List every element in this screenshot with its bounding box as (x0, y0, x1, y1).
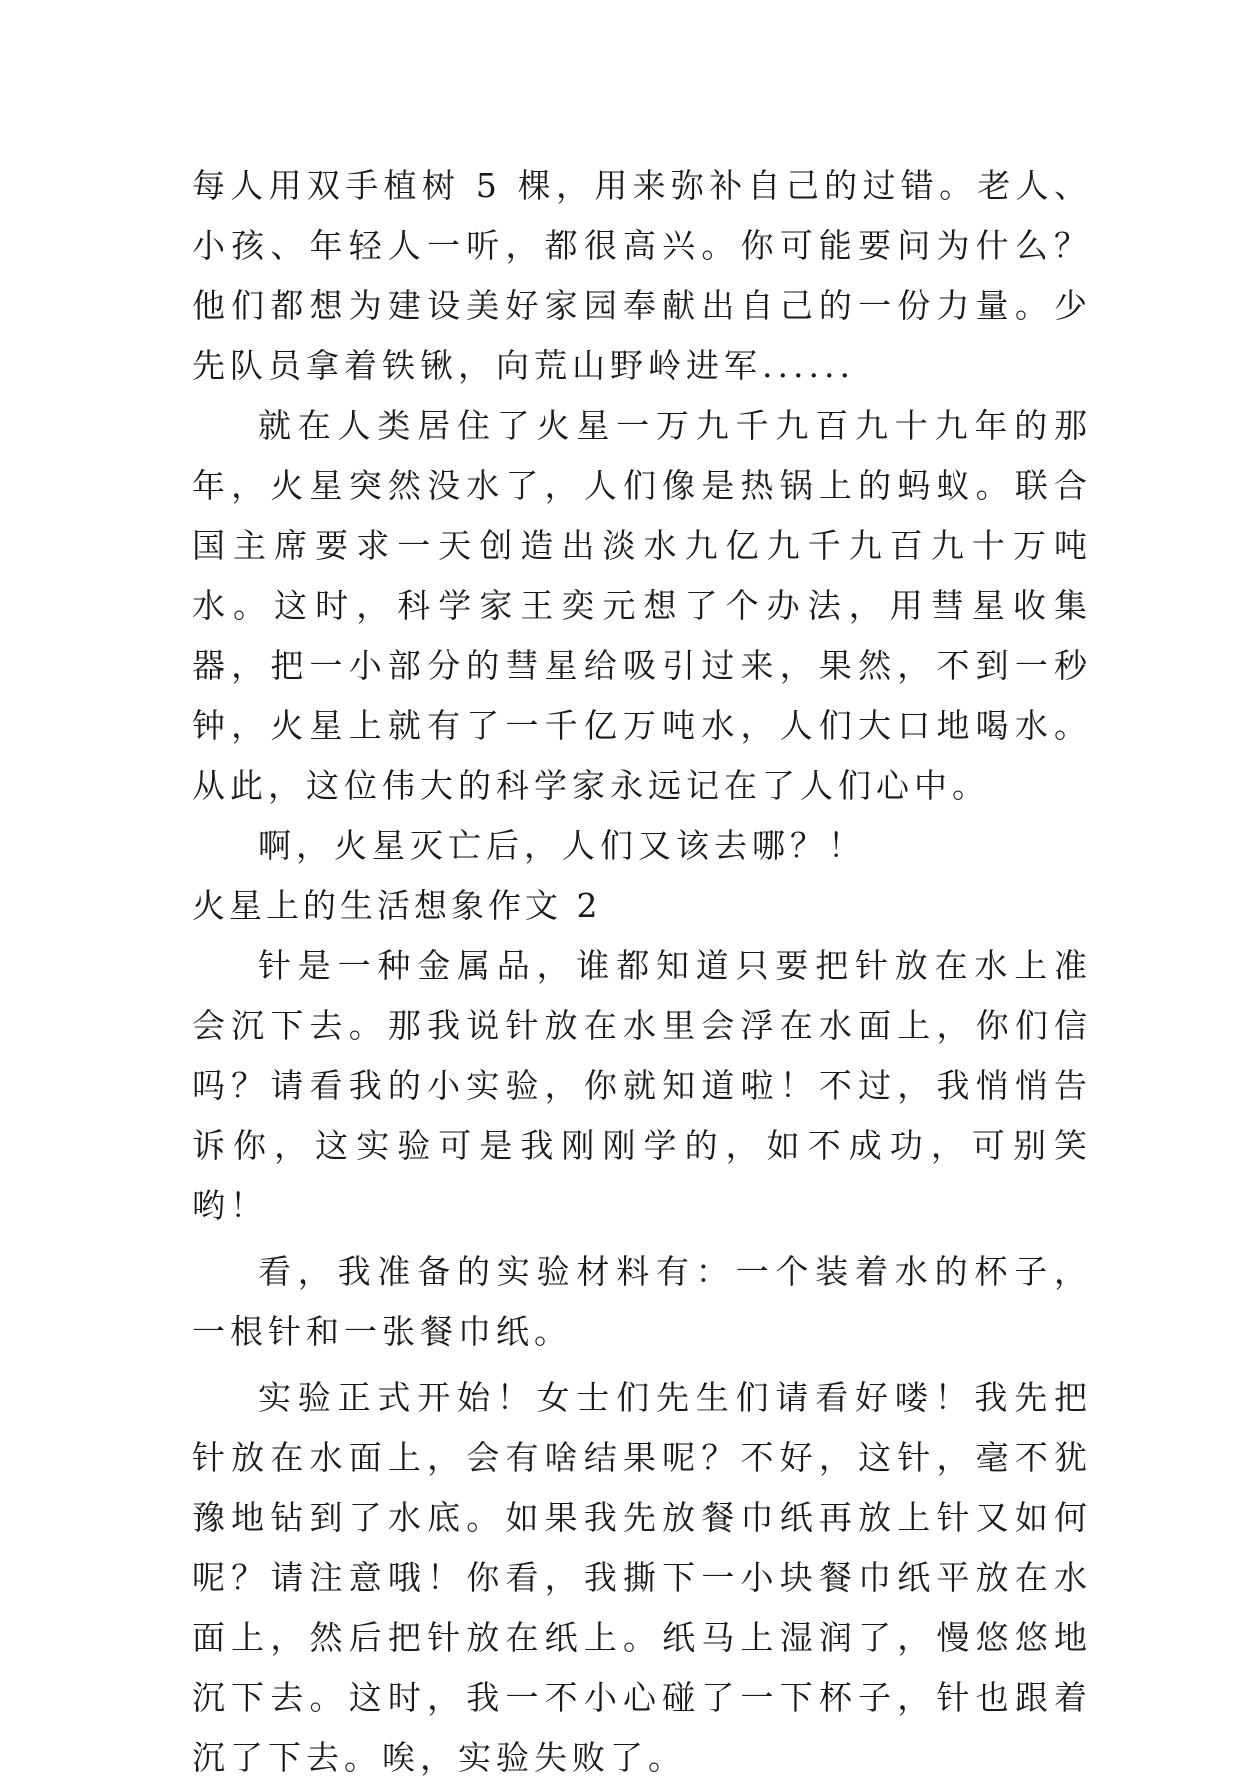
section-title: 火星上的生活想象作文 2 (192, 886, 602, 925)
paragraph-needle-intro: 针是一种金属品，谁都知道只要把针放在水上准会沉下去。那我说针放在水里会浮在水面上，你们信吗？请看我的小实验，你就知道啦！不过，我悄悄告诉你，这实验可是我刚刚学的，如不成功，可别笑哟！ (192, 946, 1092, 1225)
paragraph-exclamation: 啊，火星灭亡后，人们又该去哪？！ (258, 826, 866, 865)
paragraph-continued: 每人用双手植树 5 棵，用来弥补自己的过错。老人、小孩、年轻人一听，都很高兴。你可能要问为什么？他们都想为建设美好家园奉献出自己的一份力量。少先队员拿着铁锹，向荒山野岭进军...... (192, 166, 1092, 385)
document-body (192, 156, 1092, 1788)
paragraph-materials: 看，我准备的实验材料有：一个装着水的杯子，一根针和一张餐巾纸。 (192, 1252, 1092, 1351)
paragraph-water-crisis: 就在人类居住了火星一万九千九百九十九年的那年，火星突然没水了，人们像是热锅上的蚂蚁。联合国主席要求一天创造出淡水九亿九千九百九十万吨水。这时，科学家王奕元想了个办法，用彗星收集器，把一小部分的彗星给吸引过来，果然，不到一秒钟，火星上就有了一千亿万吨水，人们大口地喝水。从此，这位伟大的科学家永远记在了人们心中。 (192, 406, 1092, 805)
paragraph-experiment: 实验正式开始！女士们先生们请看好喽！我先把针放在水面上，会有啥结果呢？不好，这针，毫不犹豫地钻到了水底。如果我先放餐巾纸再放上针又如何呢？请注意哦！你看，我撕下一小块餐巾纸平放在水面上，然后把针放在纸上。纸马上湿润了，慢悠悠地沉下去。这时，我一不小心碰了一下杯子，针也跟着沉了下去。唉，实验失败了。 (192, 1378, 1092, 1777)
